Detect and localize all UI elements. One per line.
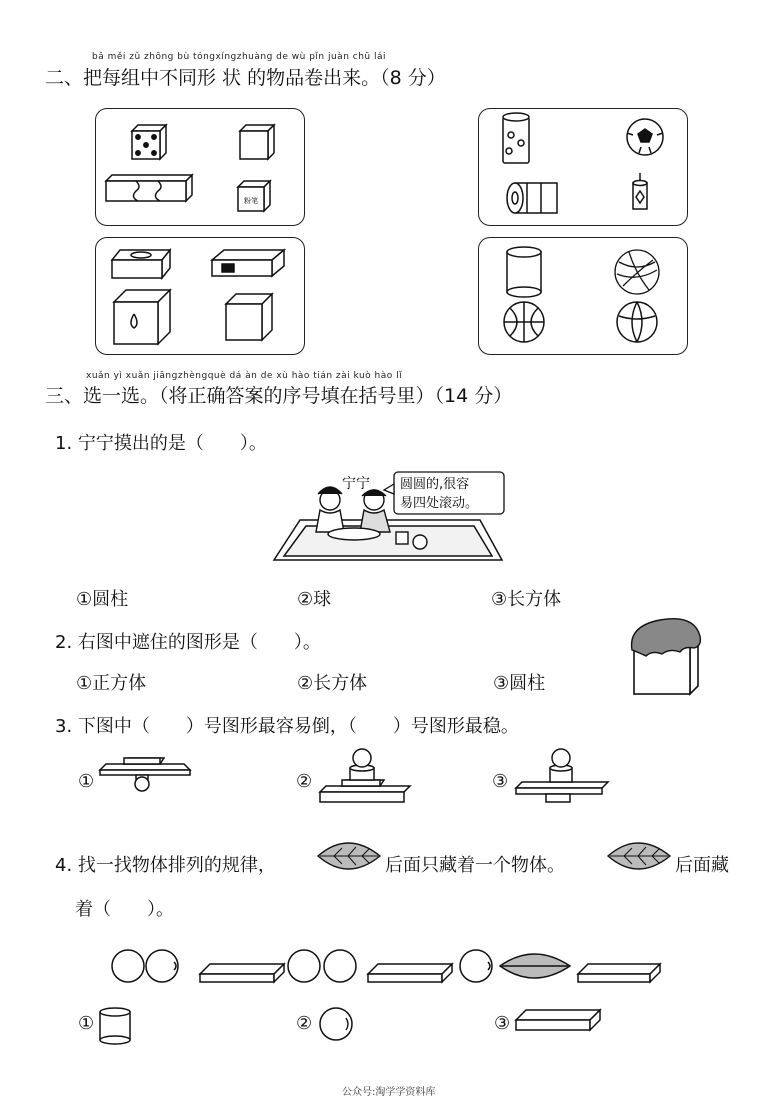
q1-name-label: 宁宁 (342, 476, 370, 492)
cube-drop-icon (114, 290, 170, 344)
cube-icon (240, 125, 274, 159)
group4-items (479, 238, 687, 354)
group-box-1[interactable] (95, 108, 305, 226)
section3-title: 三、选一选。（将正确答案的序号填在括号里）（14 分） (45, 385, 513, 407)
q4-label-2[interactable]: ② (296, 1013, 313, 1034)
q2-option-3[interactable]: ③圆柱 (493, 673, 546, 694)
group-box-2[interactable] (478, 108, 688, 226)
bubble-line1: 圆圆的,很容 (400, 477, 470, 492)
q3-figure-3 (512, 738, 612, 806)
jar-icon (503, 113, 529, 163)
q3-figure-1 (92, 752, 196, 788)
q2-text: 2. 右图中遮住的图形是（ ）。 (55, 632, 321, 653)
group-box-3[interactable] (95, 237, 305, 355)
beach-ball-icon (617, 302, 657, 342)
basketball-icon (504, 302, 544, 342)
wood-block-icon (106, 175, 192, 201)
q3-text: 3. 下图中（ ）号图形最容易倒，（ ）号图形最稳。 (55, 716, 519, 737)
q2-option-2[interactable]: ②长方体 (297, 673, 368, 694)
tissue-box-icon (112, 250, 170, 278)
group2-items (479, 109, 687, 225)
cube-icon (226, 294, 272, 340)
leaf-icon (314, 836, 382, 876)
soccer-ball-icon (627, 119, 663, 155)
chalk-label: 粉笔 (244, 197, 258, 205)
tape-roll-icon (507, 183, 557, 213)
q3-label-3: ③ (492, 771, 509, 792)
cylinder-icon (96, 1004, 136, 1044)
q3-figure-2 (316, 738, 414, 806)
q3-label-1: ① (78, 771, 95, 792)
group3-items (96, 238, 304, 354)
section2-title: 二、把每组中不同形 状 的物品卷出来。（8 分） (45, 67, 446, 89)
q4-sequence (106, 944, 666, 988)
q1-text: 1. 宁宁摸出的是（ ）。 (55, 433, 267, 454)
cylinder-icon (507, 247, 541, 297)
q1-option-2[interactable]: ②球 (297, 589, 332, 610)
dice-icon (132, 125, 166, 159)
q1-option-3[interactable]: ③长方体 (491, 589, 562, 610)
leaf-icon (604, 836, 672, 876)
q1-illustration (270, 470, 510, 566)
section3-pinyin: xuǎn yì xuǎn jiāngzhèngquè dá àn de xù hào tián zài kuò hào lǐ (86, 371, 403, 381)
q4-text-line2: 着（ ）。 (75, 899, 174, 920)
yarn-ball-icon (615, 250, 659, 294)
q2-covered-shape (628, 616, 702, 700)
q4-label-3[interactable]: ③ (494, 1013, 511, 1034)
group1-items (96, 109, 304, 225)
firecracker-icon (633, 173, 647, 209)
chalk-box-icon (238, 181, 270, 211)
q1-option-1[interactable]: ①圆柱 (76, 589, 129, 610)
cuboid-box-icon (212, 250, 284, 276)
footer-text: 公众号:淘学学资料库 (342, 1087, 436, 1098)
q2-option-1[interactable]: ①正方体 (76, 673, 147, 694)
q3-label-2: ② (296, 771, 313, 792)
q4-text-part2: 后面只藏着一个物体。 (385, 855, 565, 876)
q4-label-1[interactable]: ① (78, 1013, 95, 1034)
ball-icon (316, 1004, 356, 1044)
group-box-4[interactable] (478, 237, 688, 355)
cuboid-icon (512, 1006, 606, 1036)
q4-text-part1: 4. 找一找物体排列的规律， (55, 855, 276, 876)
q4-text-part3: 后面藏 (675, 855, 729, 876)
section2-pinyin: bǎ měi zǔ zhōng bù tóngxíngzhuàng de wù pǐn juàn chū lái (92, 52, 386, 62)
bubble-line2: 易四处滚动。 (400, 496, 479, 511)
